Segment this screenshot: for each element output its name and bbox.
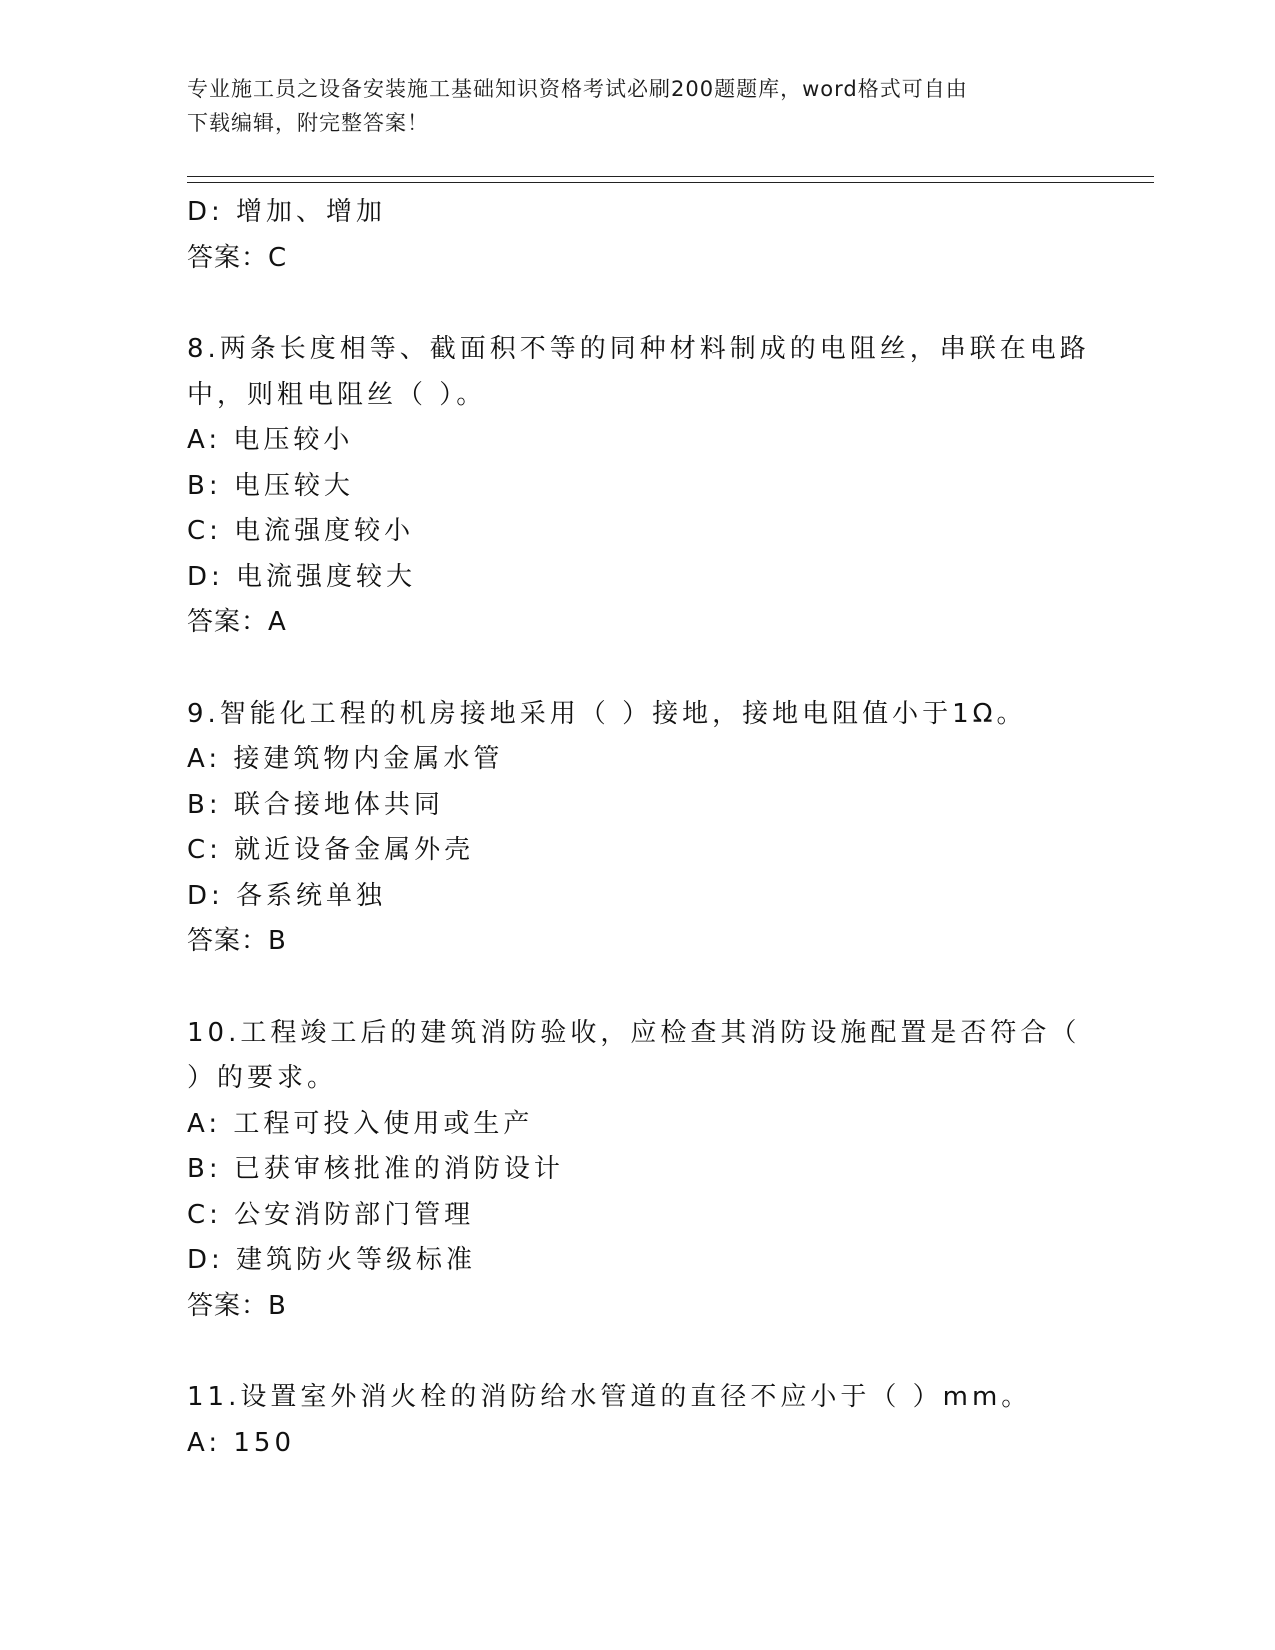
option-b: B: 联合接地体共同 bbox=[187, 789, 444, 820]
question-10 bbox=[187, 1011, 1081, 1330]
previous-question-tail bbox=[187, 190, 1067, 281]
option-c: C: 公安消防部门管理 bbox=[187, 1199, 475, 1230]
spacer bbox=[187, 646, 1067, 692]
question-stem-continued: ）的要求。 bbox=[187, 1063, 338, 1093]
option-d: D: 各系统单独 bbox=[187, 880, 387, 911]
answer: 答案：C bbox=[187, 242, 288, 273]
document-header bbox=[187, 72, 1067, 140]
question-stem-continued: 中，则粗电阻丝（ ）。 bbox=[187, 379, 487, 410]
question-9 bbox=[187, 692, 1067, 965]
option-c: C: 电流强度较小 bbox=[187, 516, 415, 546]
answer: 答案：B bbox=[187, 926, 287, 956]
header-divider-top bbox=[187, 176, 1154, 177]
question-list bbox=[187, 190, 1090, 1466]
answer: 答案：B bbox=[187, 1290, 287, 1321]
spacer bbox=[187, 1329, 1067, 1375]
option-b: B: 电压较大 bbox=[187, 470, 354, 501]
option-d: D: 建筑防火等级标准 bbox=[187, 1245, 477, 1275]
header-line-2: 下载编辑，附完整答案！ bbox=[187, 111, 429, 135]
option-d: D: 电流强度较大 bbox=[187, 561, 417, 592]
option-c: C: 就近设备金属外壳 bbox=[187, 835, 475, 865]
option-a: A: 150 bbox=[187, 1427, 295, 1458]
header-divider-bottom bbox=[187, 182, 1154, 183]
option-d: D: 增加、增加 bbox=[187, 197, 387, 227]
option-a: A: 工程可投入使用或生产 bbox=[187, 1108, 534, 1139]
question-8 bbox=[187, 327, 1090, 646]
question-stem: 8.两条长度相等、截面积不等的同种材料制成的电阻丝，串联在电路 bbox=[187, 334, 1090, 364]
header-line-1: 专业施工员之设备安装施工基础知识资格考试必刷200题题库，word格式可自由 bbox=[187, 77, 968, 101]
option-a: A: 电压较小 bbox=[187, 425, 354, 455]
spacer bbox=[187, 965, 1067, 1011]
question-stem: 10.工程竣工后的建筑消防验收，应检查其消防设施配置是否符合（ bbox=[187, 1017, 1081, 1048]
answer: 答案：A bbox=[187, 607, 287, 637]
option-a: A: 接建筑物内金属水管 bbox=[187, 744, 504, 774]
question-11 bbox=[187, 1375, 1067, 1466]
spacer bbox=[187, 281, 1067, 327]
question-stem: 11.设置室外消火栓的消防给水管道的直径不应小于（ ）mm。 bbox=[187, 1382, 1032, 1412]
question-stem: 9.智能化工程的机房接地采用（ ）接地，接地电阻值小于1Ω。 bbox=[187, 698, 1027, 729]
option-b: B: 已获审核批准的消防设计 bbox=[187, 1154, 564, 1184]
